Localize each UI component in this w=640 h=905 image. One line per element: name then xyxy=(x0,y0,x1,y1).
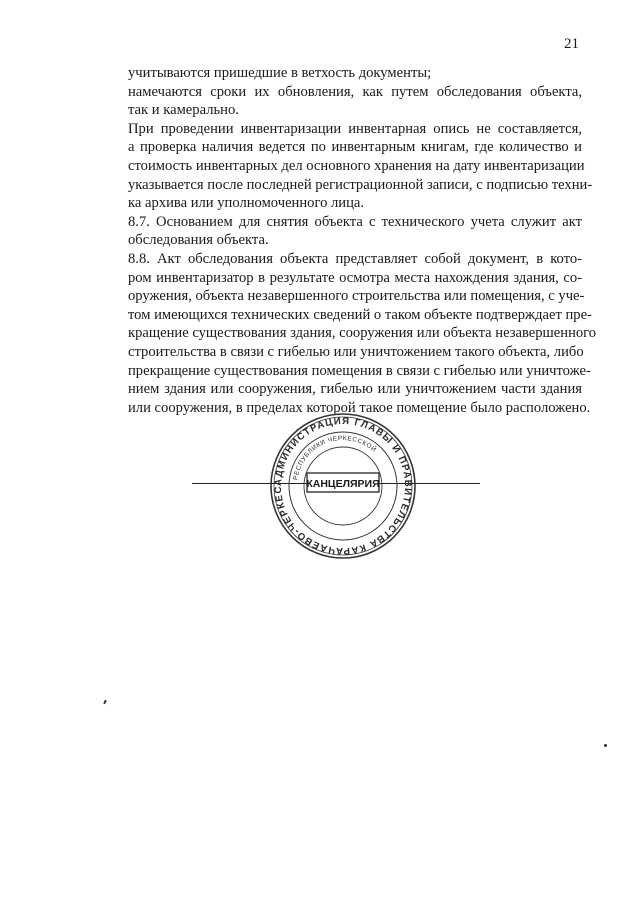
document-body xyxy=(116,64,597,417)
text-line: нием здания или сооружения, гибелью или уничтожением части здания xyxy=(128,381,582,398)
text-line: так и камерально. xyxy=(128,102,239,119)
stamp-center-text: КАНЦЕЛЯРИЯ xyxy=(306,478,380,490)
text-line: том имеющихся технических сведений о таком объекте подтверждает пре- xyxy=(128,306,592,323)
text-line: намечаются сроки их обновления, как путем обследования объекта, xyxy=(128,83,582,100)
text-line: указывается после последней регистрационной записи, с подписью техни- xyxy=(128,176,593,193)
stamp-outer-text: АДМИНИСТРАЦИЯ ГЛАВЫ И ПРАВИТЕЛЬСТВА КАРАЧАЕВО-ЧЕРКЕС xyxy=(272,415,414,557)
text-line: строительства в связи с гибелью или уничтожением такого объекта, либо xyxy=(128,343,584,360)
text-line: ка архива или уполномоченного лица. xyxy=(128,195,365,212)
text-line: кращение существования здания, сооружения или объекта незавершенного xyxy=(128,325,597,342)
paragraph-5 xyxy=(116,250,597,417)
page-number: 21 xyxy=(564,36,579,52)
text-line: При проведении инвентаризации инвентарная опись не составляется, xyxy=(128,120,582,137)
text-line: прекращение существования помещения в связи с гибелью или уничтоже- xyxy=(128,362,591,379)
scan-speck xyxy=(103,700,107,704)
text-line: 8.8. Акт обследования объекта представляет собой документ, в кото- xyxy=(128,250,582,267)
text-line: учитываются пришедшие в ветхость документы; xyxy=(128,65,432,81)
official-stamp xyxy=(269,412,417,560)
text-line: обследования объекта. xyxy=(128,232,269,249)
text-line: или сооружения, в пределах которой такое помещение было расположено. xyxy=(128,399,591,416)
text-line: а проверка наличия ведется по инвентарным книгам, где количество и xyxy=(128,139,582,156)
text-line: 8.7. Основанием для снятия объекта с технического учета служит акт xyxy=(128,213,582,230)
paragraph-2 xyxy=(116,83,582,120)
paragraph-3 xyxy=(116,120,593,213)
scan-speck xyxy=(604,744,607,747)
text-line: оружения, объекта незавершенного строительства или помещения, с уче- xyxy=(128,288,585,305)
stamp-inner-text: РЕСПУБЛИКИ ЧЕРКЕССКОЙ xyxy=(292,434,378,481)
text-line: стоимость инвентарных дел основного хранения на дату инвентаризации xyxy=(128,157,585,174)
paragraph-1 xyxy=(116,64,582,83)
text-line: ром инвентаризатор в результате осмотра места нахождения здания, со- xyxy=(128,269,582,286)
paragraph-4 xyxy=(116,213,582,250)
